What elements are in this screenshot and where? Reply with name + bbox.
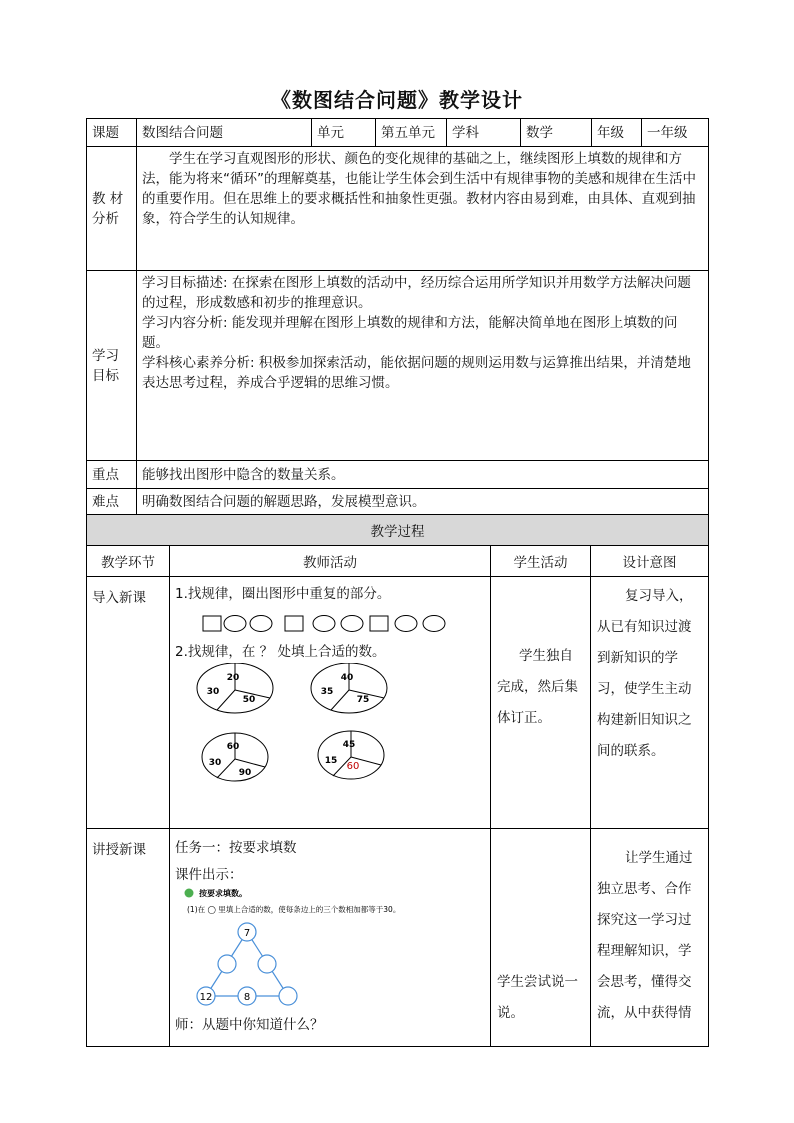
teacher-activity-intro [170, 577, 491, 829]
page-title: 《数图结合问题》教学设计 [271, 88, 523, 112]
info-table [86, 118, 709, 516]
intent-new [591, 829, 709, 1047]
course-label: 课题 [87, 119, 137, 147]
triangle-exercise [175, 886, 485, 1010]
analysis-text: 学生在学习直观图形的形状、颜色的变化规律的基础之上，继续图形上填数的规律和方法，能为将来“循环”的理解奠基，也能让学生体会到生活中有规律事物的美感和规律在生活中的重要作用。但在思维上的要求概括性和抽象性更强。教材内容由易到难，由具体、直观到抽象，符合学生的认知规律。 [137, 147, 709, 271]
tri-top-number: 7 [243, 928, 251, 939]
pie-1-top: 20 [226, 673, 240, 683]
pie-2-top: 40 [340, 673, 354, 683]
analysis-label [87, 147, 137, 271]
goals-label-line1: 学习 [92, 347, 119, 364]
analysis-label-line2: 分析 [92, 210, 119, 227]
task-one: 任务一：按要求填数 [175, 840, 297, 856]
subject-value: 数学 [521, 119, 592, 147]
unit-value: 第五单元 [376, 119, 447, 147]
square-shape [370, 616, 388, 631]
col-stage-header: 教学环节 [87, 546, 170, 577]
col-intent-header: 设计意图 [591, 546, 709, 577]
exercise-text: (1)在 ◯ 里填上合适的数，使每条边上的三个数相加都等于30。 [187, 905, 401, 914]
intro-task-1: 1.找规律，圈出图形中重复的部分。 [175, 586, 391, 602]
pie-2-right: 75 [356, 695, 370, 705]
teacher-activity-new [170, 829, 491, 1047]
pie-3-top: 60 [226, 742, 240, 752]
goals-paragraph-2: 学习内容分析: 能发现并理解在图形上填数的规律和方法，能解决简单地在图形上填数的问题。 [142, 315, 678, 351]
square-shape [285, 616, 303, 631]
pie-3-left: 30 [208, 758, 222, 768]
circle-shape [313, 616, 335, 632]
pie-4-top: 45 [342, 740, 356, 750]
circle-shape [250, 616, 272, 632]
intent-intro [591, 577, 709, 829]
intent-new-text: 让学生通过独立思考、合作探究这一学习过程理解知识，学会思考，懂得交流，从中获得情 [597, 850, 693, 1021]
pie-3 [202, 733, 268, 781]
goals-paragraph-3: 学科核心素养分析: 积极参加探索活动，能依据问题的规则运用数与运算推出结果，并清楚地表达思考过程，养成合乎逻辑的思维习惯。 [142, 355, 691, 391]
pie-3-right: 90 [238, 768, 252, 778]
process-table [86, 514, 709, 1047]
teacher-question: 师：从题中你知道什么？ [175, 1017, 324, 1033]
student-new-text: 学生尝试说一说。 [497, 974, 578, 1021]
pie-2-left: 35 [320, 687, 334, 697]
circle-shape [224, 616, 246, 632]
col-student-header: 学生活动 [491, 546, 591, 577]
pie-4-right: 60 [346, 761, 360, 772]
right-mid-circle [258, 955, 276, 973]
courseware-label: 课件出示： [175, 867, 243, 883]
grade-value: 一年级 [642, 119, 709, 147]
pie-2 [311, 663, 387, 713]
stage-new: 讲授新课 [87, 829, 170, 1047]
key-text: 能够找出图形中隐含的数量关系。 [137, 461, 709, 489]
unit-label: 单元 [312, 119, 376, 147]
exercise-title: 按要求填数。 [199, 889, 247, 898]
intro-task-2: 2.找规律，在 ？ 处填上合适的数。 [175, 644, 386, 660]
pie-puzzles [175, 663, 485, 791]
goals-text [137, 271, 709, 461]
grade-label: 年级 [592, 119, 642, 147]
col-teacher-header: 教师活动 [170, 546, 491, 577]
circle-shape [341, 616, 363, 632]
goals-label-line2: 目标 [92, 367, 119, 384]
circle-shape [423, 616, 445, 632]
process-header: 教学过程 [87, 515, 709, 546]
circle-shape [395, 616, 417, 632]
apple-icon [185, 889, 194, 898]
subject-label: 学科 [447, 119, 521, 147]
square-shape [203, 616, 221, 631]
shape-pattern [175, 605, 485, 641]
goals-paragraph-1: 学习目标描述: 在探索在图形上填数的活动中，经历综合运用所学知识并用数学方法解决问题的过程，形成数感和初步的推理意识。 [142, 275, 691, 311]
student-activity-new [491, 829, 591, 1047]
pie-4 [318, 731, 384, 779]
tri-bottom-mid-number: 8 [243, 992, 251, 1003]
student-activity-intro [491, 577, 591, 829]
left-mid-circle [218, 955, 236, 973]
pie-1 [197, 663, 273, 713]
tri-bottom-left-number: 12 [199, 992, 213, 1003]
pie-1-right: 50 [242, 695, 256, 705]
difficult-text: 明确数图结合问题的解题思路，发展模型意识。 [137, 489, 709, 516]
key-label: 重点 [87, 461, 137, 489]
intent-intro-text: 复习导入，从已有知识过渡到新知识的学习，使学生主动构建新旧知识之间的联系。 [597, 588, 693, 759]
difficult-label: 难点 [87, 489, 137, 516]
course-value: 数图结合问题 [137, 119, 312, 147]
pie-4-left: 15 [324, 756, 338, 766]
bottom-right-circle [279, 987, 297, 1005]
goals-label [87, 271, 137, 461]
analysis-label-line1: 教 材 [92, 190, 124, 207]
stage-intro: 导入新课 [87, 577, 170, 829]
pie-1-left: 30 [206, 687, 220, 697]
student-intro-text: 学生独自完成，然后集体订正。 [497, 648, 578, 726]
